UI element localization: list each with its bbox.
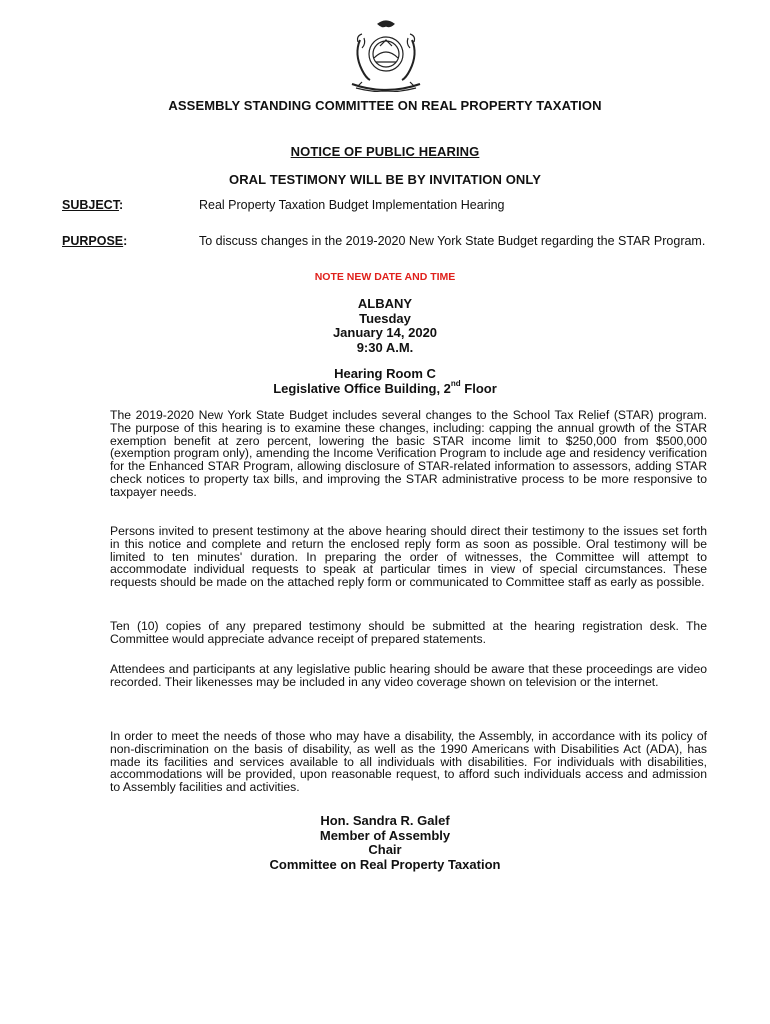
- hearing-time: 9:30 A.M.: [356, 339, 414, 355]
- hearing-room: Hearing Room C: [334, 366, 436, 381]
- floor-word: Floor: [460, 380, 497, 396]
- floor-suffix: nd: [450, 379, 461, 389]
- paragraph-text: In order to meet the needs of those who may have a disability, the Assembly, in accordance with its policy of non-discrimination on the basis of disability, as well as the 1990 Americans with Disabilities Act (ADA), has made its facilities and services available to all individuals with disabilities. For individuals with disabilities, accommodations will be provided, upon reasonable request, to afford such individuals access and admission to Assembly facilities and activities.: [110, 729, 707, 795]
- hearing-date: January 14, 2020: [332, 325, 438, 340]
- hearing-schedule: [0, 297, 770, 355]
- subject-label: SUBJECT:: [62, 198, 124, 212]
- subject-value: Real Property Taxation Budget Implementation Hearing: [199, 198, 505, 212]
- paragraph-text: Persons invited to present testimony at the above hearing should direct their testimony to the issues set forth in this notice and complete and return the enclosed reply form as soon as possible. Oral testimony will be limited to ten minutes' duration. In preparing the order of witnesses, the Committee will attempt to accommodate individual requests to speak at particular times in view of special circumstances. These requests should be made on the attached reply form or communicated to Committee staff as early as possible.: [110, 524, 707, 590]
- paragraph-testimony-instructions: [110, 525, 707, 589]
- signature-title: Member of Assembly: [319, 827, 451, 843]
- paragraph-video-recording: [110, 663, 707, 689]
- purpose-value: To discuss changes in the 2019-2020 New York State Budget regarding the STAR Program.: [199, 234, 706, 248]
- hearing-city: ALBANY: [357, 296, 413, 311]
- paragraph-text: Ten (10) copies of any prepared testimony should be submitted at the hearing registration desk. The Committee would appreciate advance receipt of prepared statements.: [110, 619, 707, 646]
- hearing-day: Tuesday: [359, 310, 411, 326]
- building-name: Legislative Office Building, 2: [273, 380, 451, 396]
- committee-title: ASSEMBLY STANDING COMMITTEE ON REAL PROPERTY TAXATION: [168, 98, 602, 113]
- hearing-building: [0, 379, 770, 397]
- new-york-state-seal-icon: [340, 18, 432, 92]
- notice-title: [0, 144, 770, 159]
- purpose-label: PURPOSE:: [62, 234, 128, 248]
- paragraph-text: The 2019-2020 New York State Budget includes several changes to the School Tax Relief (STAR) program. The purpose of this hearing is to examine these changes, including: capping the annual growth of the STAR exemption benefit at zero percent, lowering the basic STAR income limit to $250,000 from $500,000 (exemption program only), amending the Income Verification Program to include age and residency verification for the Enhanced STAR Program, allowing disclosure of STAR-related information to assessors, adding STAR check notices to property tax bills, and improving the STAR administrative process to be more responsive to taxpayer needs.: [110, 408, 707, 499]
- paragraph-star-changes: [110, 409, 707, 499]
- signature-name: Hon. Sandra R. Galef: [320, 813, 450, 828]
- signature-block: [0, 814, 770, 872]
- purpose-label-text: PURPOSE: [62, 234, 124, 248]
- paragraph-disability: [110, 730, 707, 794]
- signature-committee: Committee on Real Property Taxation: [269, 856, 501, 872]
- hearing-location: [0, 367, 770, 396]
- paragraph-text: Attendees and participants at any legislative public hearing should be aware that these proceedings are video recorded. Their likenesses may be included in any video coverage shown on television or the internet.: [110, 662, 707, 689]
- notice-title-text: NOTICE OF PUBLIC HEARING: [290, 144, 480, 159]
- paragraph-copies: [110, 620, 707, 646]
- note-new-date: NOTE NEW DATE AND TIME: [314, 271, 456, 283]
- signature-role: Chair: [368, 842, 402, 857]
- subject-label-text: SUBJECT: [62, 198, 119, 212]
- invitation-notice: ORAL TESTIMONY WILL BE BY INVITATION ONLY: [228, 172, 542, 187]
